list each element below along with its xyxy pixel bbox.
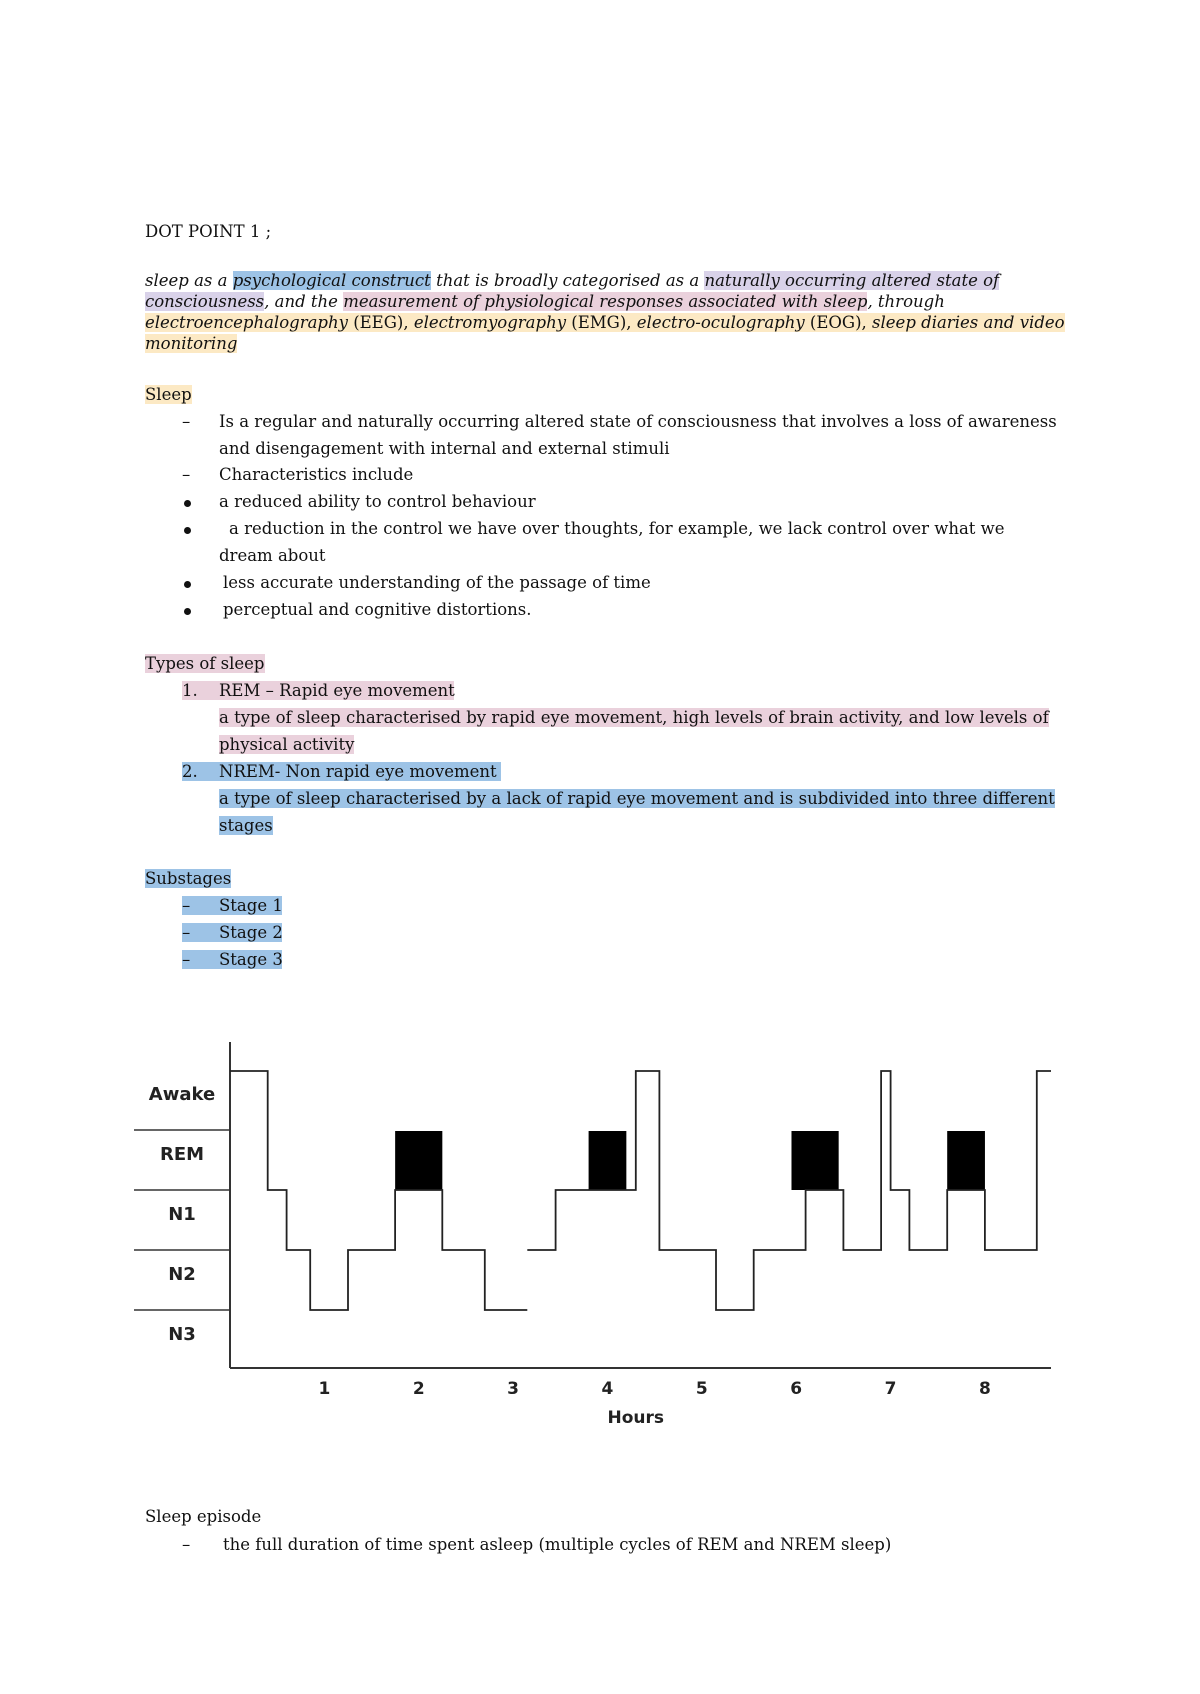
x-tick-label: 3 <box>507 1379 520 1399</box>
characteristics-label: Characteristics include <box>219 465 414 484</box>
y-category-label: REM <box>159 1144 205 1165</box>
intro-eog-abbr: (EOG), <box>809 313 867 332</box>
x-tick-label: 4 <box>601 1379 614 1399</box>
intro-text: sleep as a <box>145 271 228 290</box>
x-axis-label: Hours <box>607 1408 665 1428</box>
characteristic-item: a reduced ability to control behaviour <box>219 492 536 511</box>
rem-title: REM – Rapid eye movement <box>219 681 455 700</box>
intro-eeg-term: electroencephalography <box>145 313 348 332</box>
substage-item: – Stage 2 <box>182 923 283 942</box>
y-category-label: Awake <box>148 1084 216 1105</box>
rem-block <box>947 1131 985 1190</box>
y-category-label: N3 <box>168 1324 196 1345</box>
characteristic-item: less accurate understanding of the passage of time <box>223 573 651 592</box>
intro-monitoring-term: monitoring <box>145 334 238 353</box>
substage-item: – Stage 3 <box>182 950 283 969</box>
x-tick-label: 8 <box>979 1379 991 1399</box>
rem-block <box>589 1131 627 1190</box>
rem-number: 1. <box>182 681 198 700</box>
intro-highlight-consciousness: consciousness <box>145 292 265 311</box>
nrem-title: NREM- Non rapid eye movement <box>219 762 497 781</box>
page-title: DOT POINT 1 ; <box>145 222 272 241</box>
x-tick-label: 5 <box>695 1379 708 1399</box>
hypnogram-trace <box>230 1071 527 1310</box>
x-tick-label: 1 <box>318 1379 331 1399</box>
rem-block <box>395 1131 442 1190</box>
intro-highlight-altered-state: naturally occurring altered state of <box>704 271 1000 290</box>
substages-heading: Substages <box>145 869 232 888</box>
sleep-heading: Sleep <box>145 385 192 404</box>
x-tick-label: 7 <box>884 1379 897 1399</box>
x-tick-label: 6 <box>790 1379 803 1399</box>
rem-description-line-1: a type of sleep characterised by rapid eye movement, high levels of brain activity, and low levels of <box>219 708 1049 727</box>
sleep-definition-line-2: and disengagement with internal and external stimuli <box>219 439 670 458</box>
intro-diaries-term: sleep diaries and video <box>872 313 1065 332</box>
intro-emg-term: electromyography <box>413 313 567 332</box>
x-tick-label: 2 <box>412 1379 425 1399</box>
types-heading: Types of sleep <box>145 654 265 673</box>
dash-marker: – <box>182 412 191 431</box>
intro-text: , through <box>867 292 945 311</box>
characteristic-item: a reduction in the control we have over thoughts, for example, we lack control over what we <box>229 519 1005 538</box>
sleep-definition-line-1: Is a regular and naturally occurring altered state of consciousness that involves a loss of awareness <box>219 412 1057 431</box>
hypnogram-trace <box>527 1071 1051 1310</box>
rem-description-line-2: physical activity <box>219 735 355 754</box>
nrem-description-line-2: stages <box>219 816 273 835</box>
nrem-description-line-1: a type of sleep characterised by a lack of rapid eye movement and is subdivided into three different <box>219 789 1055 808</box>
substage-item: – Stage 1 <box>182 896 283 915</box>
y-category-label: N1 <box>168 1204 196 1225</box>
intro-eog-term: electro-oculography <box>636 313 805 332</box>
intro-highlight-measurement: measurement of physiological responses associated with sleep <box>343 292 868 311</box>
intro-text: , and the <box>264 292 338 311</box>
characteristic-item: perceptual and cognitive distortions. <box>223 600 532 619</box>
dash-marker: – <box>182 1535 191 1554</box>
rem-block <box>791 1131 838 1190</box>
episode-heading: Sleep episode <box>145 1507 262 1526</box>
characteristic-item-continued: dream about <box>219 546 326 565</box>
episode-definition: the full duration of time spent asleep (multiple cycles of REM and NREM sleep) <box>223 1535 892 1554</box>
nrem-number: 2. <box>182 762 198 781</box>
intro-highlight-psychological-construct: psychological construct <box>232 271 431 290</box>
intro-emg-abbr: (EMG), <box>571 313 632 332</box>
y-category-label: N2 <box>168 1264 196 1285</box>
intro-text: that is broadly categorised as a <box>436 271 700 290</box>
intro-eeg-abbr: (EEG), <box>353 313 409 332</box>
dash-marker: – <box>182 465 191 484</box>
